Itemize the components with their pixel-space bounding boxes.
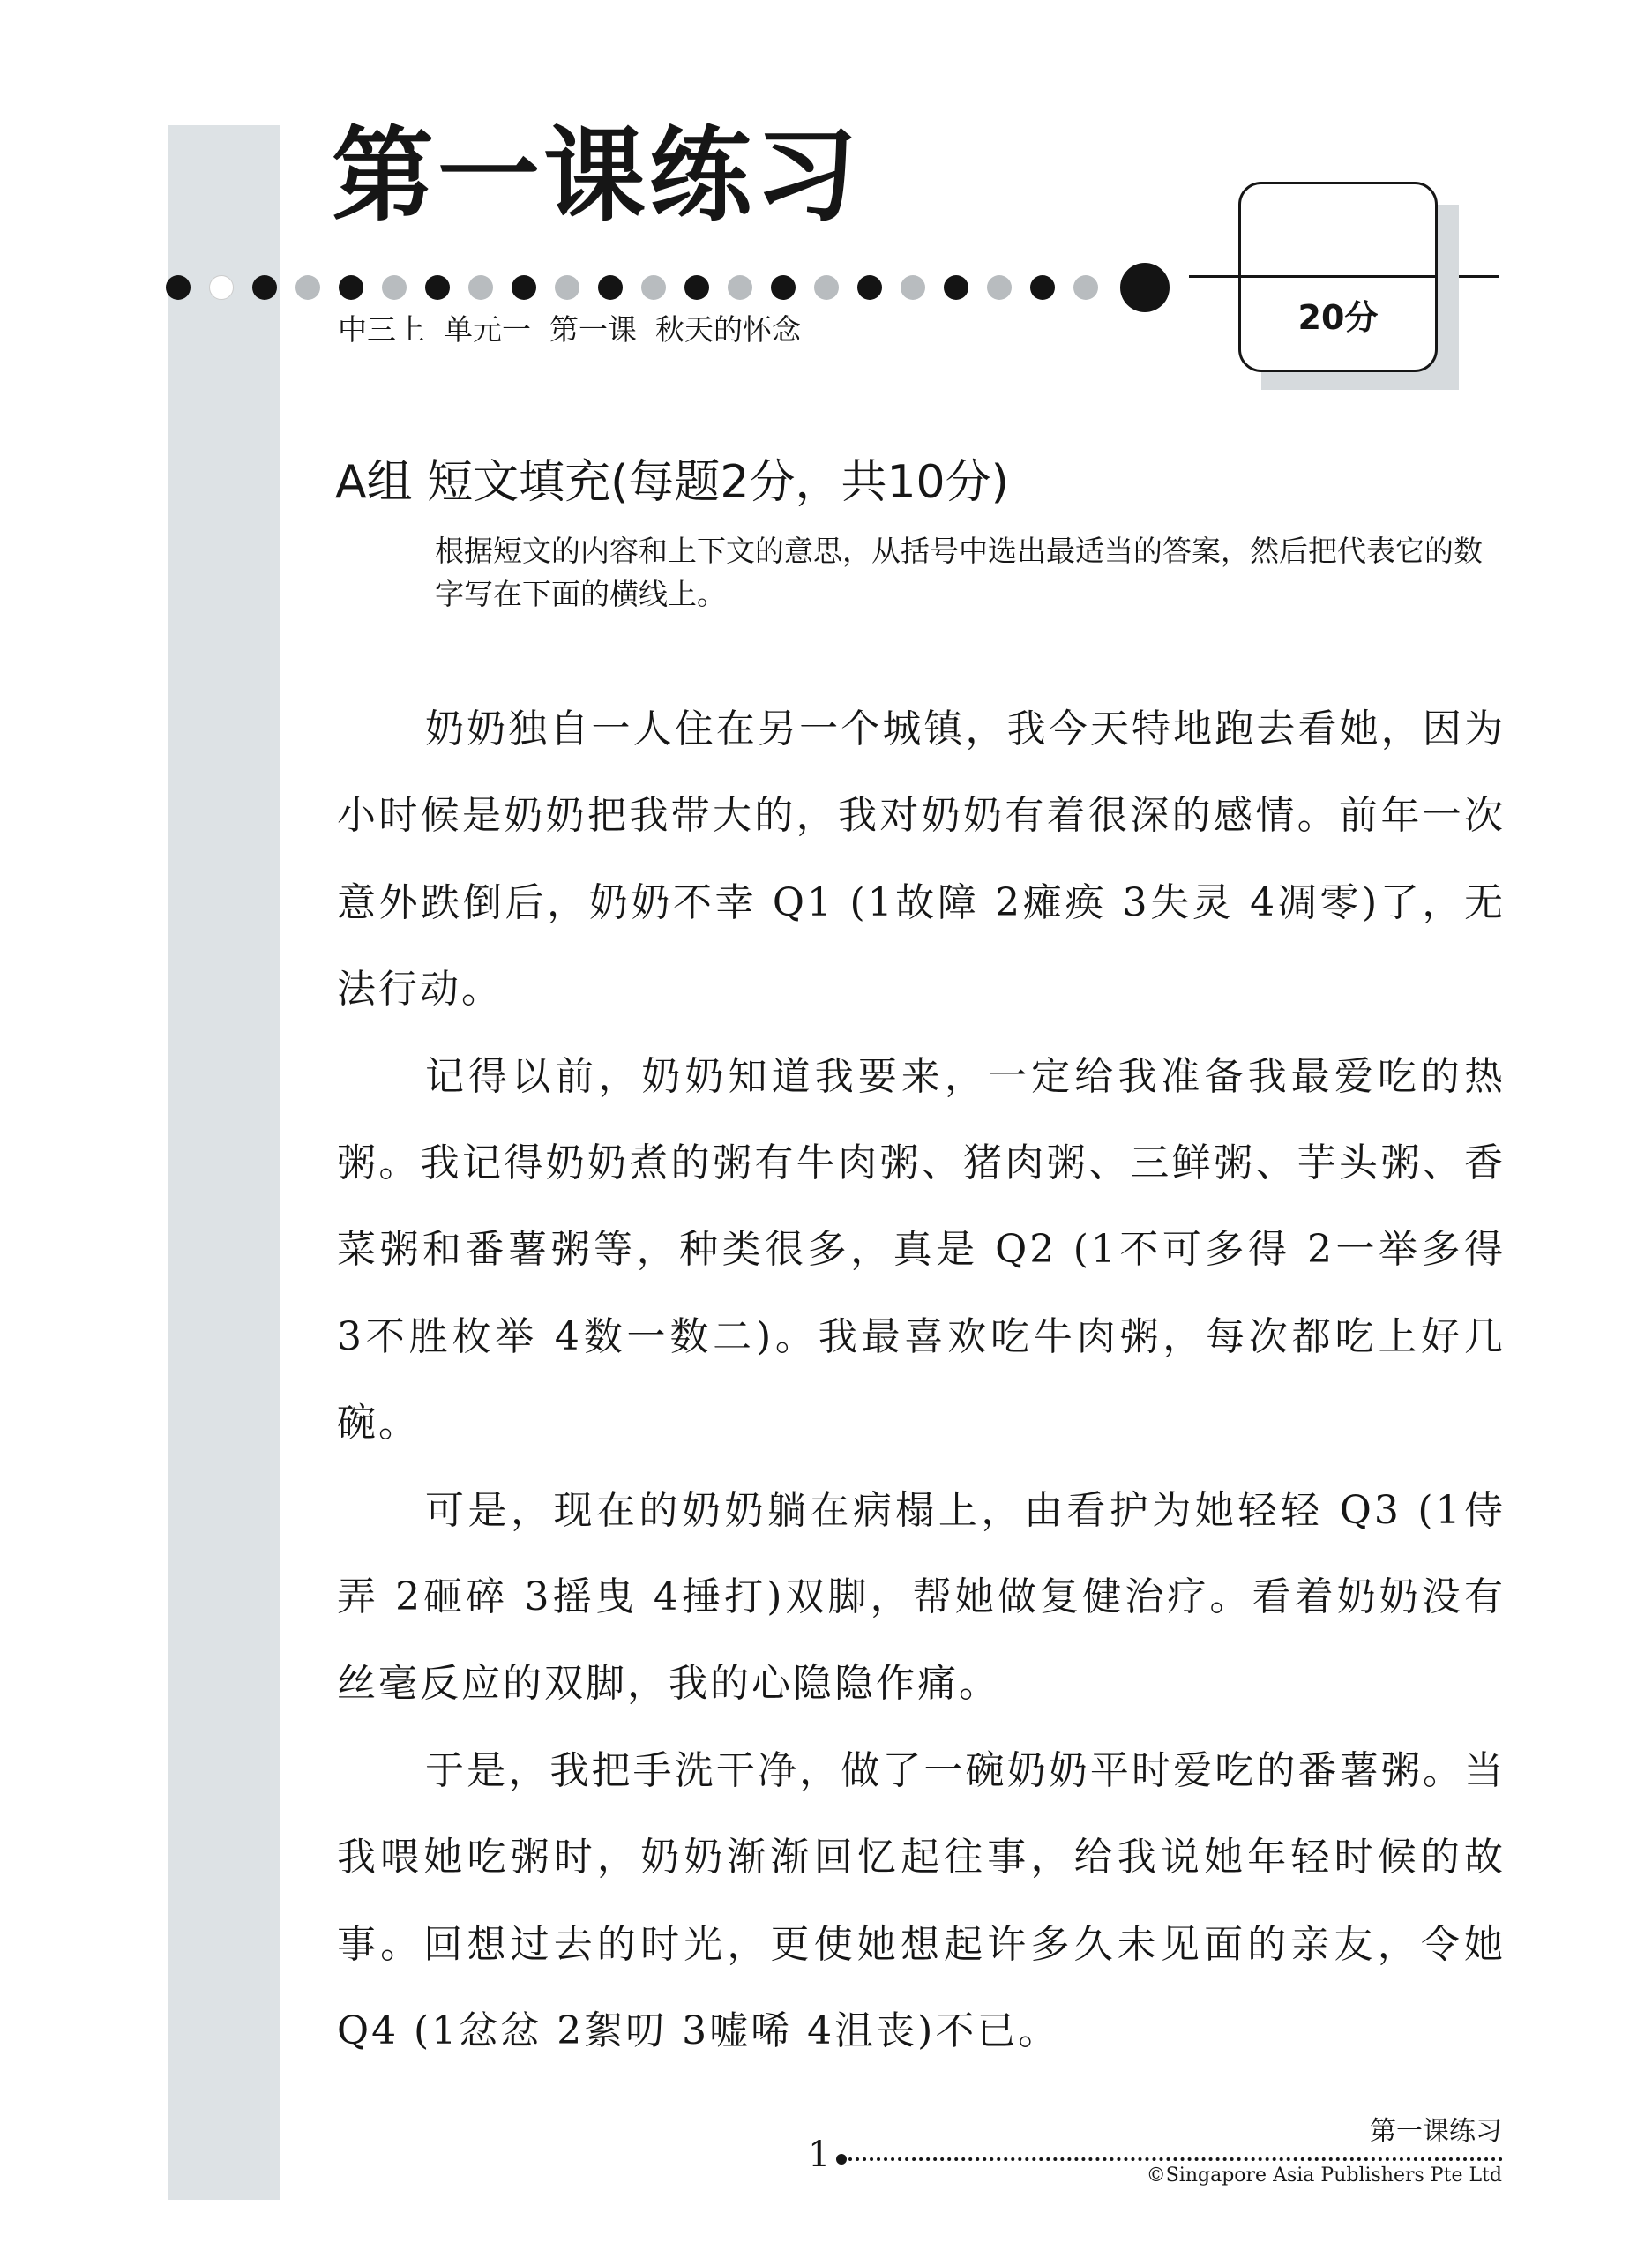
dot-22 [1073, 275, 1098, 300]
decorative-dot-row [166, 261, 1180, 314]
dot-11 [598, 275, 623, 300]
dot-21 [1030, 275, 1055, 300]
copyright: ©Singapore Asia Publishers Pte Ltd [1146, 2165, 1502, 2187]
section-instructions: 根据短文的内容和上下文的意思，从括号中选出最适当的答案，然后把代表它的数字写在下面的横线上。 [435, 534, 1483, 611]
dot-15 [771, 275, 796, 300]
passage [337, 686, 1506, 2075]
dot-13 [684, 275, 709, 300]
dot-17 [857, 275, 882, 300]
dot-16 [814, 275, 839, 300]
dot-2 [209, 275, 234, 300]
page-title: 第一课练习 [332, 116, 861, 236]
dot-14 [728, 275, 752, 300]
score-box-divider [1238, 275, 1438, 278]
passage-paragraph-2: 记得以前，奶奶知道我要来，一定给我准备我最爱吃的热粥。我记得奶奶煮的粥有牛肉粥、猪肉粥、三鲜粥、芋头粥、香菜粥和番薯粥等，种类很多，真是 Q2 (1不可多得 2一举多得 3不胜枚举 4数一数二)。我最喜欢吃牛肉粥，每次都吃上好几碗。 [337, 1053, 1506, 1447]
dot-1 [166, 275, 191, 300]
dot-9 [512, 275, 536, 300]
dot-20 [987, 275, 1012, 300]
section-heading: A组 短文填充(每题2分，共10分) [335, 456, 1009, 509]
dot-7 [425, 275, 450, 300]
passage-paragraph-1: 奶奶独自一人住在另一个城镇，我今天特地跑去看她，因为小时候是奶奶把我带大的，我对奶奶有着很深的感情。前年一次意外跌倒后，奶奶不幸 Q1 (1故障 2瘫痪 3失灵 4凋零)了，无法行动。 [337, 707, 1506, 1013]
dot-10 [555, 275, 579, 300]
passage-paragraph-4: 于是，我把手洗干净，做了一碗奶奶平时爱吃的番薯粥。当我喂她吃粥时，奶奶渐渐回忆起往事，给我说她年轻时候的故事。回想过去的时光，更使她想起许多久未见面的亲友，令她 Q4 (1忿忿 2絮叨 3嘘唏 4沮丧)不已。 [337, 1747, 1506, 2054]
dot-6 [382, 275, 407, 300]
dot-12 [641, 275, 666, 300]
dot-19 [944, 275, 968, 300]
dot-3 [252, 275, 277, 300]
footer-dotted-line [841, 2157, 1503, 2161]
side-band [168, 125, 280, 2200]
passage-paragraph-3: 可是，现在的奶奶躺在病榻上，由看护为她轻轻 Q3 (1侍弄 2砸碎 3摇曳 4捶打)双脚，帮她做复健治疗。看着奶奶没有丝毫反应的双脚，我的心隐隐作痛。 [337, 1487, 1506, 1707]
dot-5 [339, 275, 363, 300]
page-number: 1 [808, 2135, 831, 2175]
dot-18 [901, 275, 925, 300]
dot-8 [468, 275, 493, 300]
dot-4 [295, 275, 320, 300]
breadcrumb: 中三上 单元一 第一课 秋天的怀念 [338, 312, 801, 347]
score-value: 20分 [1297, 298, 1379, 337]
dot-large [1120, 263, 1170, 312]
footer-section-label: 第一课练习 [1370, 2116, 1502, 2147]
